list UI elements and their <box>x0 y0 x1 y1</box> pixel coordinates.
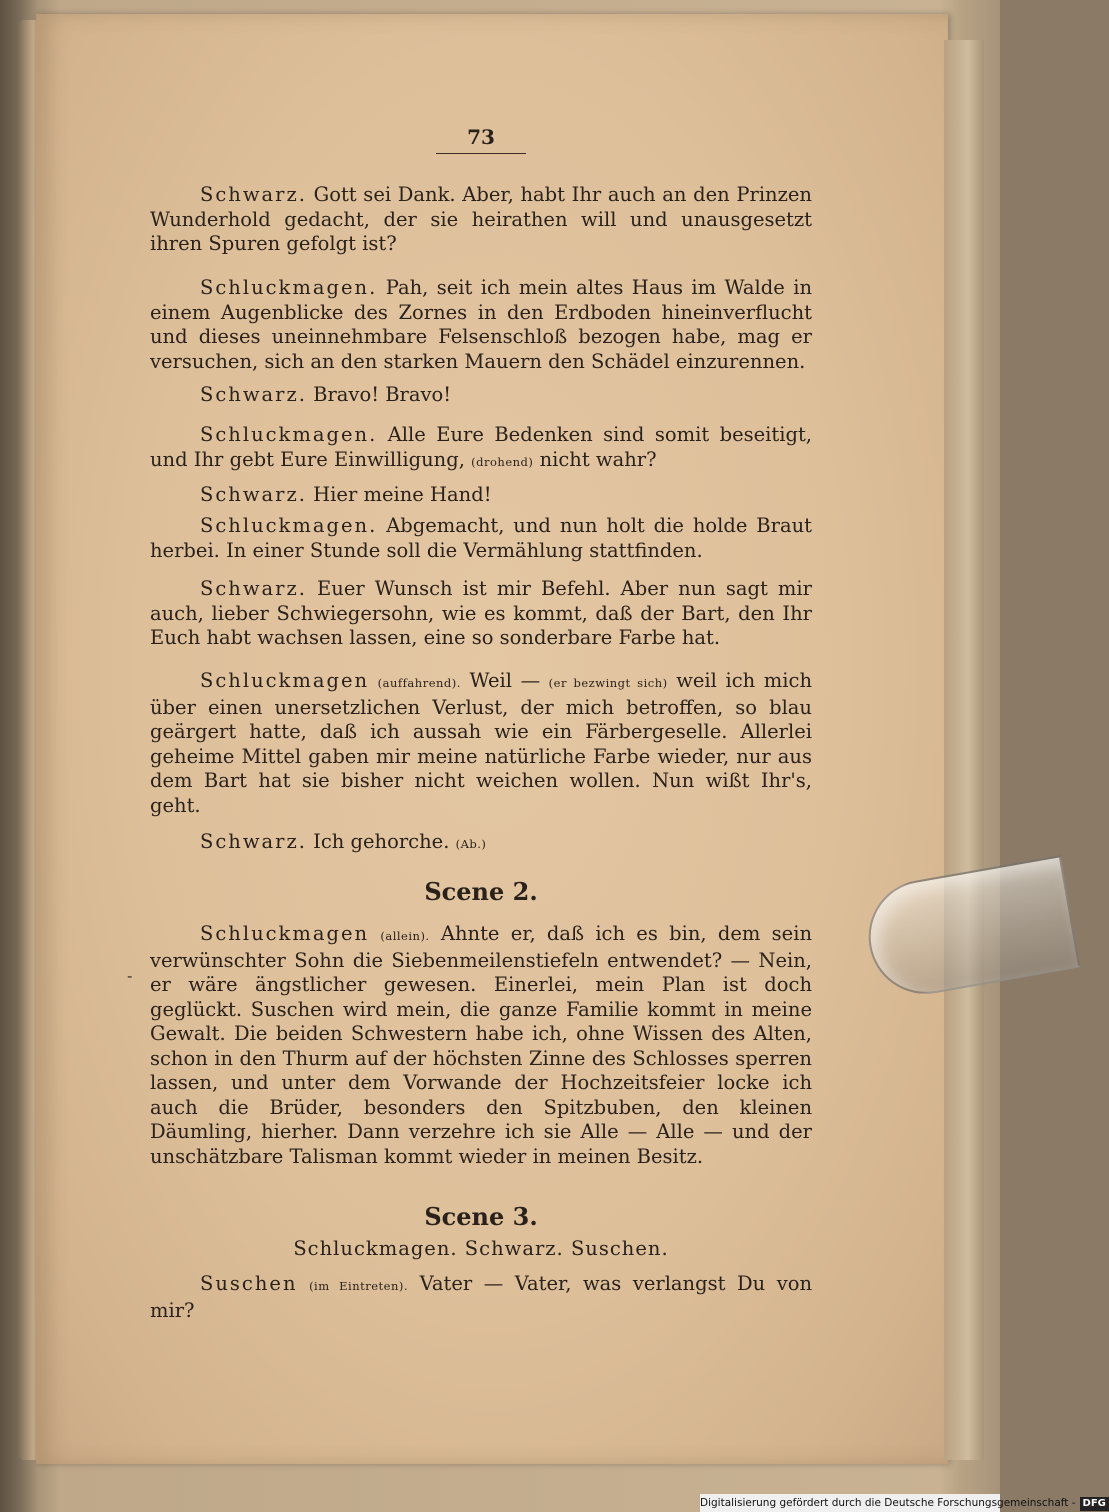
dialogue-paragraph <box>150 183 812 257</box>
stage-direction: (im Eintreten). <box>309 1279 409 1293</box>
cast-list: Schluckmagen. Schwarz. Suschen. <box>293 1237 669 1260</box>
margin-mark: - <box>127 966 133 985</box>
dialogue-paragraph <box>150 383 812 408</box>
dialogue-paragraph <box>150 577 812 651</box>
dialogue-paragraph <box>150 423 812 474</box>
stage-direction: (allein). <box>380 929 430 943</box>
dialogue-paragraph <box>150 514 812 563</box>
dialogue-text: Gott sei Dank. Aber, habt Ihr auch an den Prinzen Wunderhold gedacht, der sie heirathen will und unausgesetzt ihren Spuren gefolgt ist? <box>150 183 812 255</box>
page-number: 73 <box>467 125 495 149</box>
dialogue-text: Hier meine Hand! <box>313 483 492 506</box>
dfg-logo: DFG <box>1080 1497 1109 1511</box>
dialogue-text: Abgemacht, und nun holt die holde Braut herbei. In einer Stunde soll die Vermählung stattfinden. <box>150 514 812 562</box>
dialogue-text: Weil — <box>469 669 541 692</box>
dialogue-paragraph <box>150 1272 812 1323</box>
speaker-name: Schluckmagen. <box>200 276 378 299</box>
speaker-name: Schluckmagen <box>200 922 370 945</box>
dialogue-text: Ahnte er, daß ich es bin, dem sein verwünschter Sohn die Siebenmeilenstiefeln entwendet? — Nein, er wäre ängstlicher gewesen. Einerlei, mein Plan ist doch geglückt. Suschen wird mein, die ganze Familie kommt in meine Gewalt. Die beiden Schwestern habe ich, ohne Wissen des Alten, schon in den Thurm auf der höchsten Zinne des Schlosses sperren lassen, und unter dem Vorwande der Hochzeitsfeier locke ich auch die Brüder, besonders den Spitzbuben, den kleinen Däumling, hierher. Dann verzehre ich sie Alle — Alle — und der unschätzbare Talisman kommt wieder in meinen Besitz. <box>150 922 812 1168</box>
speaker-name: Schwarz. <box>200 183 307 206</box>
speaker-name: Schwarz. <box>200 830 307 853</box>
dialogue-paragraph <box>150 483 812 508</box>
page-number-rule <box>436 153 526 154</box>
dialogue-text: Bravo! Bravo! <box>313 383 452 406</box>
speaker-name: Schwarz. <box>200 577 307 600</box>
dialogue-text: Ich gehorche. <box>313 830 450 853</box>
dialogue-text: weil ich mich über einen unersetzlichen Verlust, der mich betroffen, so blau geärgert hatte, daß ich aussah wie ein Färbergeselle. Allerlei geheime Mittel gaben mir meine natürliche Farbe wieder, nur aus dem Bart hat sie bisher nicht weichen wollen. Nun wißt Ihr's, geht. <box>150 669 813 817</box>
speaker-name: Schluckmagen. <box>200 423 378 446</box>
speaker-name: Schwarz. <box>200 383 307 406</box>
speaker-name: Schluckmagen <box>200 669 370 692</box>
stage-direction: (Ab.) <box>455 837 487 851</box>
stage-direction: (er bezwingt sich) <box>548 676 668 690</box>
stage-direction: (drohend) <box>471 454 534 469</box>
stage-direction: (auffahrend). <box>377 676 461 690</box>
dialogue-text: Pah, seit ich mein altes Haus im Walde in einem Augenblicke des Zornes in den Erdboden hineinverflucht und dieses uneinnehmbare Felsenschloß bezogen habe, mag er versuchen, sich an den starken Mauern den Schädel einzurennen. <box>150 276 813 373</box>
dialogue-text: Euer Wunsch ist mir Befehl. Aber nun sagt mir auch, lieber Schwiegersohn, wie es kommt, daß der Bart, den Ihr Euch habt wachsen lassen, eine so sonderbare Farbe hat. <box>150 577 812 649</box>
dialogue-paragraph <box>150 830 812 857</box>
speaker-name: Suschen <box>200 1272 298 1295</box>
dialogue-paragraph <box>150 276 812 374</box>
digitization-footer <box>700 1494 1106 1512</box>
right-page-edges <box>944 40 984 1460</box>
dialogue-text: nicht wahr? <box>539 447 657 471</box>
dialogue-text: Vater — Vater, was verlangst Du von mir? <box>150 1272 813 1322</box>
scene-heading: Scene 2. <box>424 877 538 906</box>
footer-credit: Digitalisierung gefördert durch die Deutsche Forschungsgemeinschaft - <box>700 1497 1076 1509</box>
dialogue-paragraph <box>150 669 812 818</box>
dialogue-text: Alle Eure Bedenken sind somit beseitigt, und Ihr gebt Eure Einwilligung, <box>150 423 812 471</box>
speaker-name: Schwarz. <box>200 483 307 506</box>
monologue-paragraph <box>150 922 812 1169</box>
speaker-name: Schluckmagen. <box>200 514 378 537</box>
scene-heading: Scene 3. <box>424 1202 538 1231</box>
